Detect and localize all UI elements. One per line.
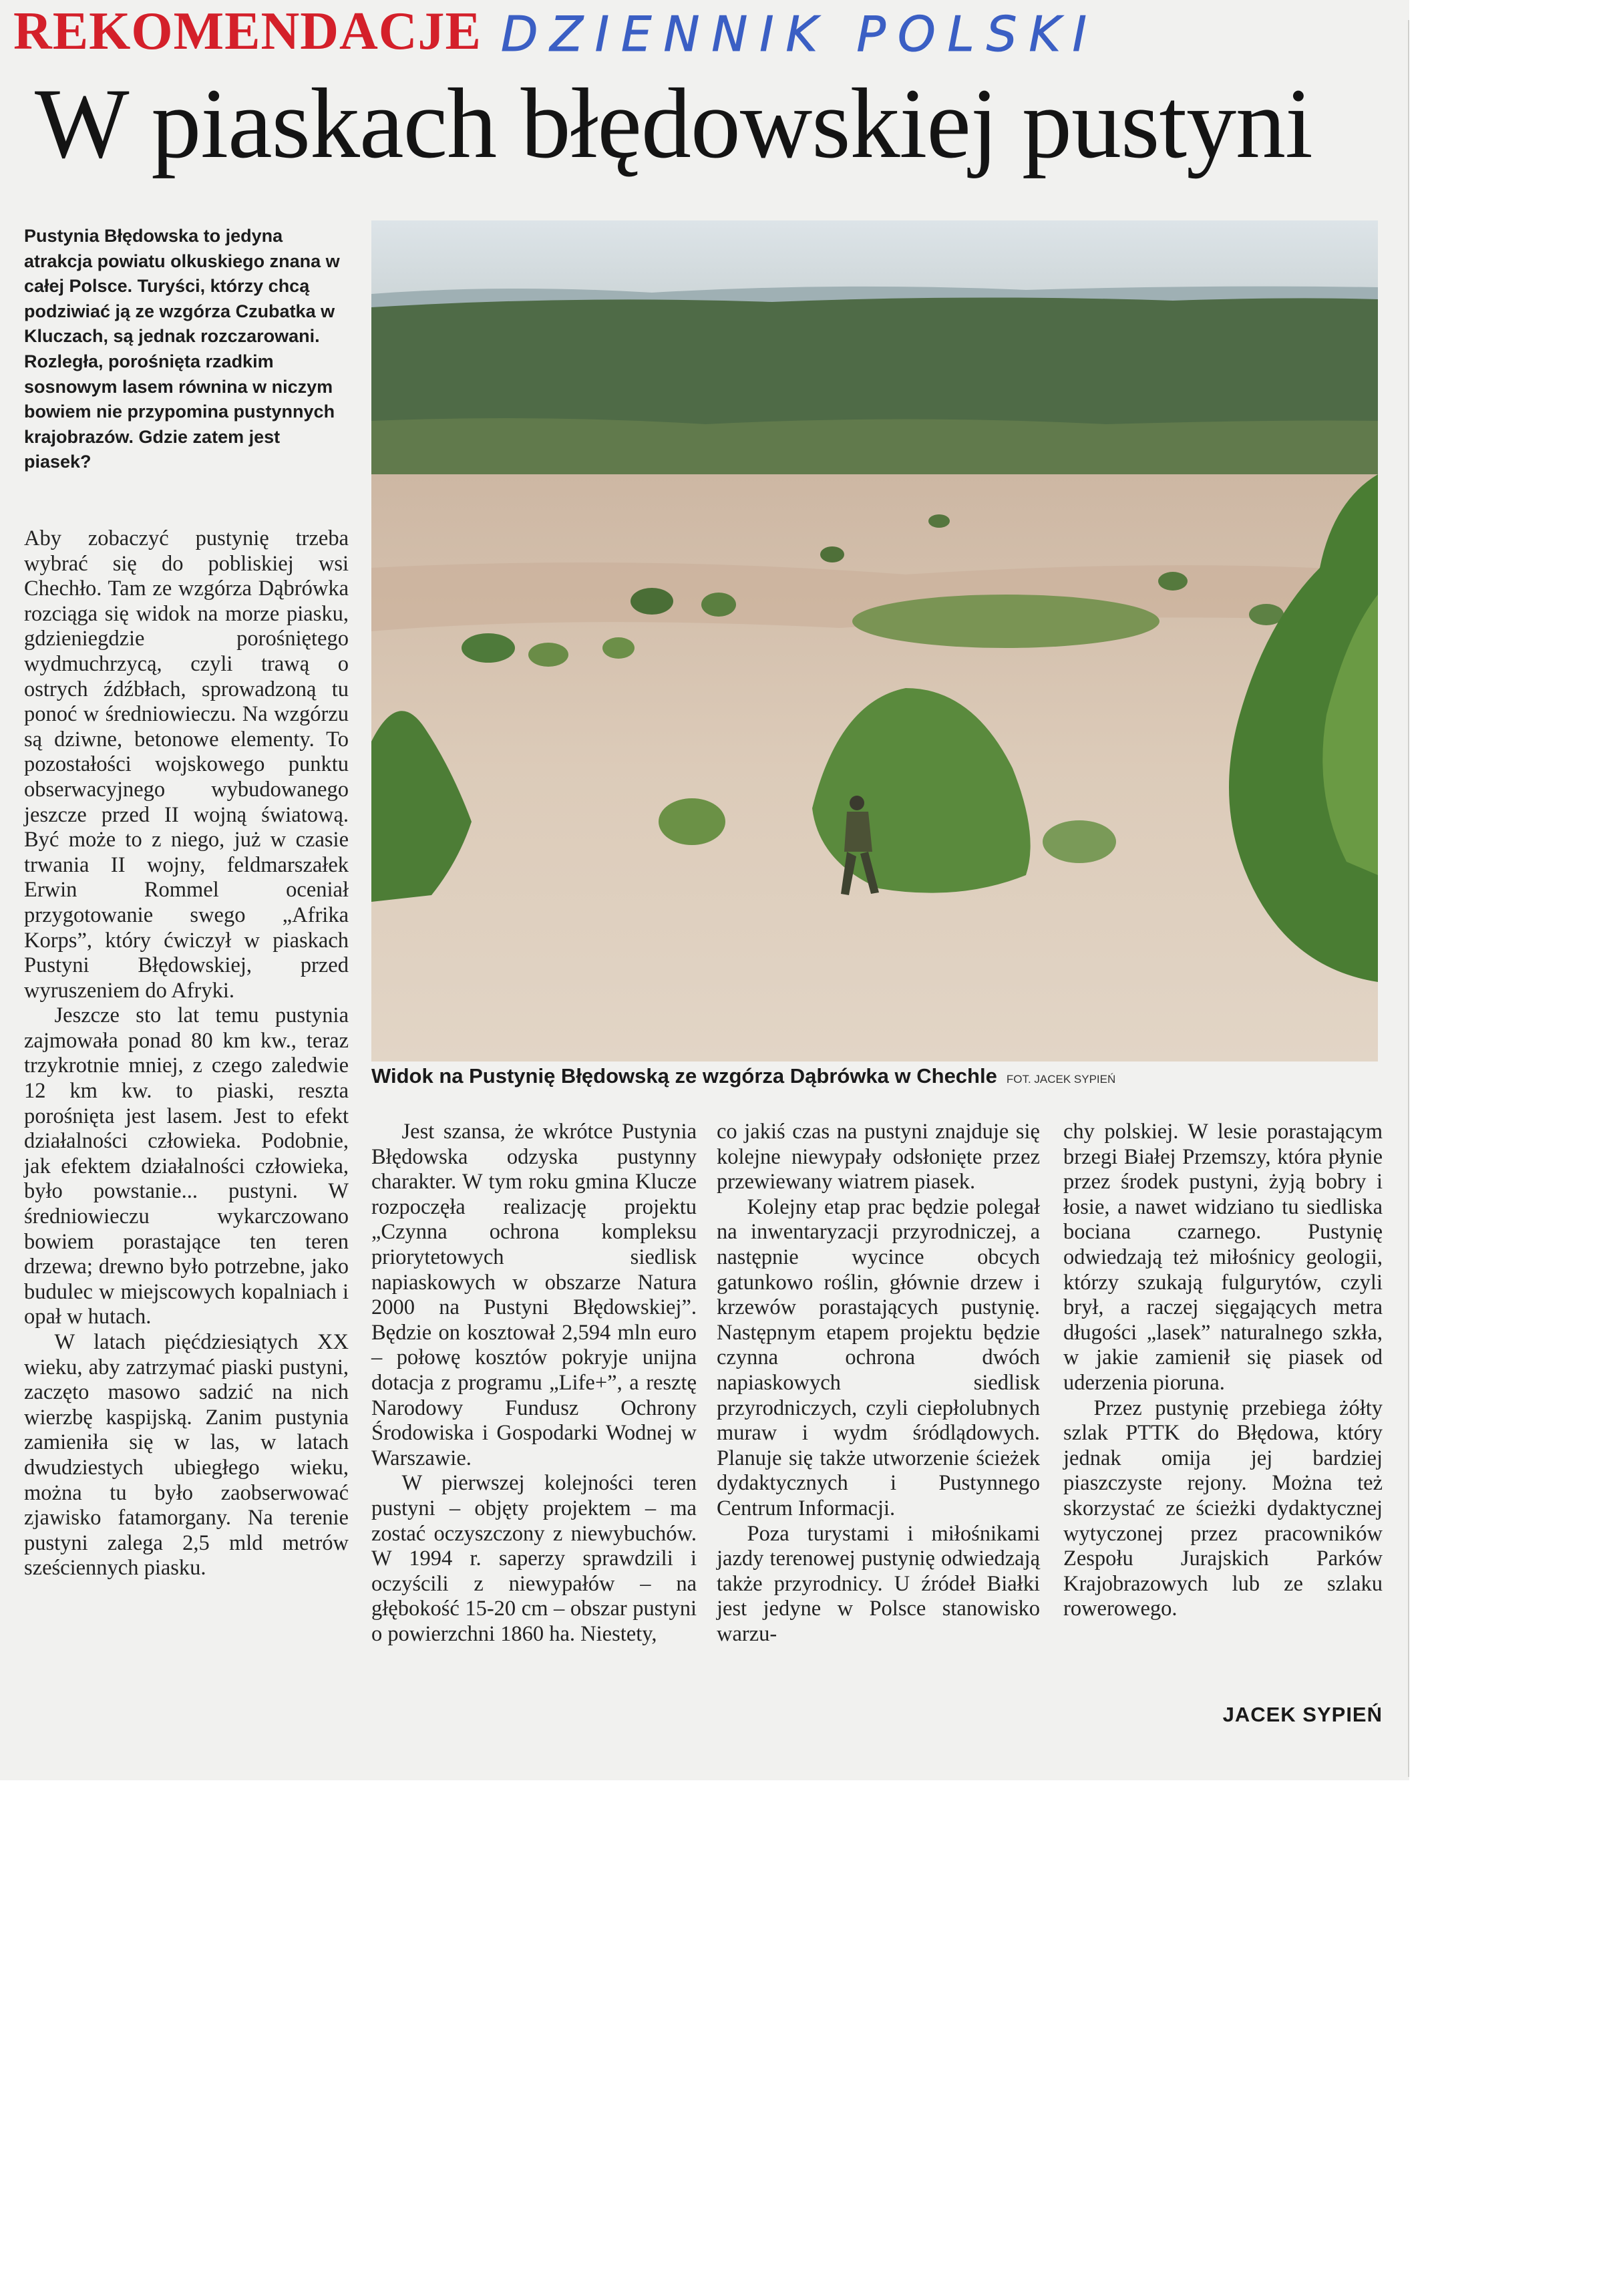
photo-bush — [820, 546, 844, 562]
article-column-1 — [24, 526, 349, 1581]
paragraph: Poza turystami i miłośnikami jazdy terenowej pustynię odwiedzają także przyrodnicy. U źródeł Białki jest jedyne w Polsce stanowisko warzu- — [717, 1521, 1040, 1646]
section-label: REKOMENDACJE — [13, 2, 482, 61]
photo-caption — [371, 1064, 1380, 1088]
article-column-2 — [371, 1120, 697, 1647]
article-column-3 — [717, 1120, 1040, 1647]
paragraph: Kolejny etap prac będzie polegał na inwentaryzacji przyrodniczej, a następnie wycince obcych gatunkowo roślin, głównie drzew i krzewów porastających pustynię. Następnym etapem projektu będzie czynna ochrona dwóch napiaskowych siedlisk przyrodniczych, czyli ciepłolubnych muraw i wydm śródlądowych. Planuje się także utworzenie ścieżek dydaktycznych i Pustynnego Centrum Informacji. — [717, 1194, 1040, 1520]
photo-bush — [659, 798, 725, 845]
photo-credit: FOT. JACEK SYPIEŃ — [1006, 1073, 1116, 1086]
paragraph: Aby zobaczyć pustynię trzeba wybrać się do pobliskiej wsi Chechło. Tam ze wzgórza Dąbrówka rozciąga się widok na morze piasku, gdzieniegdzie porośniętego wydmuchrzycą, czyli trawą o ostrych źdźbłach, sprowadzoną tu ponoć w średniowieczu. Na wzgórzu są dziwne, betonowe elementy. To pozostałości wojskowego punktu obserwacyjnego wybudowanego jeszcze przed II wojną światową. Być może to z niego, już w czasie trwania II wojny, feldmarszałek Erwin Rommel oceniał przygotowanie swego „Afrika Korps”, który ćwiczył w piaskach Pustyni Błędowskiej, przed wyruszeniem do Afryki. — [24, 526, 349, 1003]
photo-bush — [631, 588, 673, 615]
handwritten-note — [494, 4, 1135, 64]
photo-bush — [462, 633, 515, 663]
desert-photo — [371, 220, 1378, 1061]
clipping-edge — [1408, 20, 1409, 1777]
photo-bush — [602, 637, 635, 659]
photo-bush — [1043, 820, 1116, 863]
lead-paragraph: Pustynia Błędowska to jedyna atrakcja powiatu olkuskiego znana w całej Polsce. Turyści, którzy chcą podziwiać ją ze wzgórza Czubatka w Kluczach, są jednak rozczarowani. Rozległa, porośnięta rzadkim sosnowym lasem równina w niczym bowiem nie przypomina pustynnych krajobrazów. Gdzie zatem jest piasek? — [24, 226, 340, 472]
headline: W piaskach błędowskiej pustyni — [35, 68, 1312, 179]
paragraph: Jeszcze sto lat temu pustynia zajmowała ponad 80 km kw., teraz trzykrotnie mniej, z czego zaledwie 12 km kw. to piaski, reszta porośnięta jest lasem. Jest to efekt działalności człowieka. Podobnie, jak efektem działalności człowieka, było powstanie... pustyni. W średniowieczu wykarczowano bowiem porastające ten teren drzewa; drewno było potrzebne, jako budulec w miejscowych kopalniach i opał w hutach. — [24, 1003, 349, 1329]
paragraph: chy polskiej. W lesie porastającym brzegi Białej Przemszy, która płynie przez środek pustyni, żyją bobry i łosie, a nawet widziano tu siedliska bociana czarnego. Pustynię odwiedzają też miłośnicy geologii, którzy szukają fulgurytów, czyli brył, a raczej sięgających metra długości „lasek” naturalnego szkła, w jakie zamienił się piasek od uderzenia pioruna. — [1063, 1120, 1383, 1395]
photo-bush — [528, 643, 568, 667]
paragraph: W latach pięćdziesiątych XX wieku, aby zatrzymać piaski pustyni, zaczęto masowo sadzić na nich wierzbę kaspijską. Zanim pustynia zamieniła się w las, w latach dwudziestych ubiegłego wieku, można tu było zaobserwować zjawisko fatamorgany. Na terenie pustyni zalega 2,5 mld metrów sześciennych piasku. — [24, 1330, 349, 1581]
paragraph: Jest szansa, że wkrótce Pustynia Błędowska odzyska pustynny charakter. W tym roku gmina Klucze rozpoczęła realizację projektu „Czynna ochrona kompleksu priorytetowych siedlisk napiaskowych w obszarze Natura 2000 na Pustyni Błędowskiej”. Będzie on kosztował 2,594 mln euro – połowę kosztów pokryje unijna dotacja z programu „Life+”, a resztę Narodowy Fundusz Ochrony Środowiska i Gospodarki Wodnej w Warszawie. — [371, 1120, 697, 1470]
photo-bush — [928, 514, 950, 528]
caption-text: Widok na Pustynię Błędowską ze wzgórza Dąbrówka w Chechle — [371, 1064, 997, 1088]
paragraph: Przez pustynię przebiega żółty szlak PTTK do Błędowa, który jednak omija jej bardziej piaszczyste rejony. Można też skorzystać ze ścieżki dydaktycznej wytyczonej przez pracowników Zespołu Jurajskich Parków Krajobrazowych lub ze szlaku rowerowego. — [1063, 1396, 1383, 1621]
paragraph: W pierwszej kolejności teren pustyni – objęty projektem – ma zostać oczyszczony z niewybuchów. W 1994 r. saperzy sprawdzili i oczyścili z niewypałów – na głębokość 15-20 cm – obszar pustyni o powierzchni 1860 ha. Niestety, — [371, 1471, 697, 1646]
photo-bush — [1158, 572, 1188, 591]
handwritten-note-text: DZIENNIK POLSKI — [501, 6, 1099, 62]
photo-grass-patch — [852, 595, 1159, 648]
paragraph: co jakiś czas na pustyni znajduje się kolejne niewypały odsłonięte przez przewiewany wiatrem piasek. — [717, 1120, 1040, 1194]
author-byline: JACEK SYPIEŃ — [1222, 1703, 1383, 1726]
article-column-4 — [1063, 1120, 1383, 1622]
photo-bush — [701, 593, 736, 617]
